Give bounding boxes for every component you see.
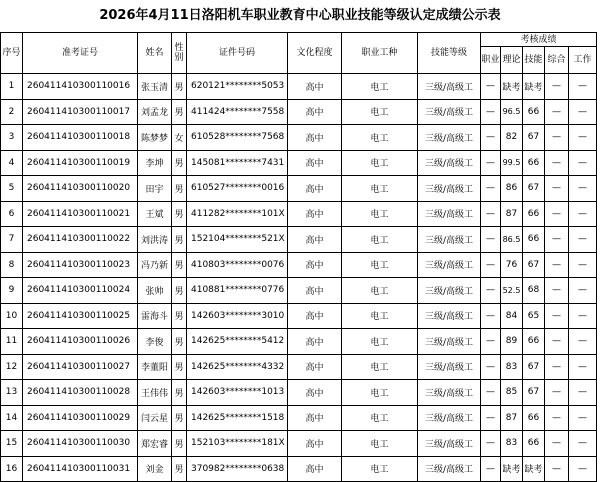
cell-s3: 缺考 (523, 74, 545, 100)
header-score-col: 综合 (545, 47, 569, 74)
cell-seq: 5 (1, 176, 23, 202)
cell-name: 刘金 (138, 456, 172, 482)
cell-job: 电工 (342, 278, 418, 304)
cell-id-no: 410803********0076 (187, 252, 288, 278)
header-row-1 (1, 33, 597, 47)
cell-s5: — (569, 176, 597, 202)
cell-s1: — (481, 380, 501, 406)
cell-s5: — (569, 278, 597, 304)
cell-s3: 66 (523, 150, 545, 176)
cell-s3: 67 (523, 252, 545, 278)
cell-name: 田宇 (138, 176, 172, 202)
cell-exam-no: 260411410300110020 (23, 176, 138, 202)
cell-s4: — (545, 201, 569, 227)
header-score-col: 理论 (501, 47, 523, 74)
cell-gender: 男 (172, 201, 187, 227)
cell-s5: — (569, 227, 597, 253)
cell-name: 李董阳 (138, 354, 172, 380)
cell-id-no: 152103********181X (187, 431, 288, 457)
cell-s5: — (569, 74, 597, 100)
cell-gender: 男 (172, 380, 187, 406)
cell-gender: 男 (172, 431, 187, 457)
cell-gender: 男 (172, 329, 187, 355)
cell-s2: 83 (501, 431, 523, 457)
table-row (1, 252, 597, 278)
cell-s4: — (545, 227, 569, 253)
cell-job: 电工 (342, 456, 418, 482)
cell-gender: 男 (172, 99, 187, 125)
cell-level: 三级/高级工 (418, 150, 481, 176)
cell-s4: — (545, 405, 569, 431)
cell-name: 雷海斗 (138, 303, 172, 329)
cell-seq: 13 (1, 380, 23, 406)
cell-job: 电工 (342, 125, 418, 151)
cell-level: 三级/高级工 (418, 278, 481, 304)
cell-name: 闫云星 (138, 405, 172, 431)
table-row (1, 431, 597, 457)
cell-level: 三级/高级工 (418, 405, 481, 431)
cell-id-no: 410881********0776 (187, 278, 288, 304)
cell-s2: 52.5 (501, 278, 523, 304)
cell-name: 郑宏睿 (138, 431, 172, 457)
cell-s5: — (569, 456, 597, 482)
cell-s4: — (545, 380, 569, 406)
cell-level: 三级/高级工 (418, 431, 481, 457)
cell-education: 高中 (288, 278, 342, 304)
cell-s1: — (481, 125, 501, 151)
table-row (1, 405, 597, 431)
cell-gender: 男 (172, 405, 187, 431)
table-row (1, 380, 597, 406)
header-education: 文化程度 (288, 33, 342, 74)
cell-s1: — (481, 252, 501, 278)
cell-job: 电工 (342, 150, 418, 176)
table-row (1, 456, 597, 482)
cell-gender: 男 (172, 176, 187, 202)
table-row (1, 74, 597, 100)
cell-name: 王斌 (138, 201, 172, 227)
cell-s4: — (545, 354, 569, 380)
cell-seq: 12 (1, 354, 23, 380)
cell-education: 高中 (288, 150, 342, 176)
cell-id-no: 152104********521X (187, 227, 288, 253)
table-row (1, 354, 597, 380)
cell-name: 李俊 (138, 329, 172, 355)
cell-seq: 1 (1, 74, 23, 100)
cell-s1: — (481, 303, 501, 329)
cell-s3: 66 (523, 431, 545, 457)
cell-s4: — (545, 456, 569, 482)
cell-s2: 86.5 (501, 227, 523, 253)
cell-gender: 男 (172, 74, 187, 100)
cell-level: 三级/高级工 (418, 125, 481, 151)
cell-name: 陈梦梦 (138, 125, 172, 151)
cell-s1: — (481, 354, 501, 380)
cell-exam-no: 260411410300110031 (23, 456, 138, 482)
cell-level: 三级/高级工 (418, 176, 481, 202)
cell-level: 三级/高级工 (418, 201, 481, 227)
cell-level: 三级/高级工 (418, 354, 481, 380)
cell-level: 三级/高级工 (418, 456, 481, 482)
cell-job: 电工 (342, 380, 418, 406)
cell-gender: 男 (172, 150, 187, 176)
cell-exam-no: 260411410300110018 (23, 125, 138, 151)
cell-job: 电工 (342, 354, 418, 380)
cell-education: 高中 (288, 380, 342, 406)
header-level: 技能等级 (418, 33, 481, 74)
header-scores: 考核成绩 (481, 33, 597, 47)
header-score-col: 工作 (569, 47, 597, 74)
cell-name: 张玉清 (138, 74, 172, 100)
cell-exam-no: 260411410300110023 (23, 252, 138, 278)
page-title: 2026年4月11日洛阳机车职业教育中心职业技能等级认定成绩公示表 (99, 8, 501, 23)
cell-s4: — (545, 431, 569, 457)
cell-s1: — (481, 150, 501, 176)
cell-exam-no: 260411410300110027 (23, 354, 138, 380)
cell-job: 电工 (342, 99, 418, 125)
cell-s2: 86 (501, 176, 523, 202)
cell-exam-no: 260411410300110030 (23, 431, 138, 457)
table-row (1, 329, 597, 355)
cell-s2: 缺考 (501, 456, 523, 482)
cell-education: 高中 (288, 405, 342, 431)
cell-s3: 65 (523, 303, 545, 329)
cell-name: 李坤 (138, 150, 172, 176)
cell-seq: 8 (1, 252, 23, 278)
cell-exam-no: 260411410300110026 (23, 329, 138, 355)
cell-s5: — (569, 431, 597, 457)
header-score-col: 职业 (481, 47, 501, 74)
cell-seq: 9 (1, 278, 23, 304)
cell-id-no: 370982********0638 (187, 456, 288, 482)
cell-s3: 66 (523, 329, 545, 355)
score-table (0, 32, 597, 482)
cell-s1: — (481, 456, 501, 482)
cell-level: 三级/高级工 (418, 227, 481, 253)
cell-s1: — (481, 99, 501, 125)
cell-s5: — (569, 380, 597, 406)
cell-s4: — (545, 150, 569, 176)
cell-education: 高中 (288, 431, 342, 457)
cell-job: 电工 (342, 252, 418, 278)
cell-s2: 89 (501, 329, 523, 355)
cell-s3: 缺考 (523, 456, 545, 482)
cell-id-no: 142625********4332 (187, 354, 288, 380)
table-row (1, 125, 597, 151)
cell-exam-no: 260411410300110029 (23, 405, 138, 431)
table-row (1, 176, 597, 202)
cell-education: 高中 (288, 125, 342, 151)
cell-s5: — (569, 354, 597, 380)
cell-s3: 66 (523, 99, 545, 125)
cell-seq: 10 (1, 303, 23, 329)
header-score-col: 技能 (523, 47, 545, 74)
cell-level: 三级/高级工 (418, 99, 481, 125)
header-name: 姓名 (138, 33, 172, 74)
cell-job: 电工 (342, 74, 418, 100)
cell-level: 三级/高级工 (418, 303, 481, 329)
cell-s5: — (569, 405, 597, 431)
cell-id-no: 142603********3010 (187, 303, 288, 329)
cell-job: 电工 (342, 303, 418, 329)
cell-s2: 缺考 (501, 74, 523, 100)
cell-name: 刘孟龙 (138, 99, 172, 125)
cell-id-no: 610528********7568 (187, 125, 288, 151)
cell-s5: — (569, 125, 597, 151)
cell-id-no: 411424********7558 (187, 99, 288, 125)
cell-education: 高中 (288, 456, 342, 482)
cell-seq: 15 (1, 431, 23, 457)
header-job: 职业工种 (342, 33, 418, 74)
cell-name: 张帅 (138, 278, 172, 304)
cell-exam-no: 260411410300110017 (23, 99, 138, 125)
cell-s4: — (545, 176, 569, 202)
cell-s3: 66 (523, 227, 545, 253)
cell-job: 电工 (342, 329, 418, 355)
header-id-no: 证件号码 (187, 33, 288, 74)
cell-gender: 女 (172, 125, 187, 151)
cell-level: 三级/高级工 (418, 380, 481, 406)
header-seq: 序号 (1, 33, 23, 74)
cell-s4: — (545, 303, 569, 329)
cell-s3: 67 (523, 176, 545, 202)
cell-id-no: 142603********1013 (187, 380, 288, 406)
cell-exam-no: 260411410300110022 (23, 227, 138, 253)
cell-seq: 3 (1, 125, 23, 151)
cell-s3: 67 (523, 354, 545, 380)
cell-education: 高中 (288, 329, 342, 355)
cell-exam-no: 260411410300110028 (23, 380, 138, 406)
cell-id-no: 142625********5412 (187, 329, 288, 355)
cell-s5: — (569, 201, 597, 227)
cell-gender: 男 (172, 456, 187, 482)
cell-exam-no: 260411410300110019 (23, 150, 138, 176)
cell-seq: 6 (1, 201, 23, 227)
cell-s1: — (481, 329, 501, 355)
header-gender: 性别 (172, 33, 187, 74)
cell-seq: 2 (1, 99, 23, 125)
cell-education: 高中 (288, 303, 342, 329)
cell-education: 高中 (288, 201, 342, 227)
cell-exam-no: 260411410300110016 (23, 74, 138, 100)
cell-s1: — (481, 74, 501, 100)
cell-gender: 男 (172, 227, 187, 253)
cell-s1: — (481, 201, 501, 227)
cell-s3: 66 (523, 201, 545, 227)
cell-s1: — (481, 176, 501, 202)
cell-s2: 96.5 (501, 99, 523, 125)
cell-s4: — (545, 99, 569, 125)
cell-id-no: 145081********7431 (187, 150, 288, 176)
cell-s3: 66 (523, 405, 545, 431)
cell-level: 三级/高级工 (418, 252, 481, 278)
cell-s5: — (569, 329, 597, 355)
cell-education: 高中 (288, 354, 342, 380)
cell-job: 电工 (342, 176, 418, 202)
cell-s1: — (481, 431, 501, 457)
cell-job: 电工 (342, 201, 418, 227)
cell-level: 三级/高级工 (418, 74, 481, 100)
cell-education: 高中 (288, 227, 342, 253)
cell-gender: 男 (172, 354, 187, 380)
cell-s1: — (481, 405, 501, 431)
cell-s3: 67 (523, 125, 545, 151)
cell-exam-no: 260411410300110024 (23, 278, 138, 304)
cell-s5: — (569, 252, 597, 278)
table-row (1, 278, 597, 304)
cell-job: 电工 (342, 405, 418, 431)
cell-gender: 男 (172, 252, 187, 278)
cell-s5: — (569, 303, 597, 329)
cell-id-no: 142625********1518 (187, 405, 288, 431)
cell-s3: 68 (523, 278, 545, 304)
cell-education: 高中 (288, 176, 342, 202)
cell-gender: 男 (172, 303, 187, 329)
cell-s4: — (545, 329, 569, 355)
cell-seq: 7 (1, 227, 23, 253)
cell-s4: — (545, 252, 569, 278)
cell-job: 电工 (342, 227, 418, 253)
cell-s5: — (569, 150, 597, 176)
cell-id-no: 411282********101X (187, 201, 288, 227)
header-exam-no: 准考证号 (23, 33, 138, 74)
cell-s3: 67 (523, 380, 545, 406)
cell-job: 电工 (342, 431, 418, 457)
cell-seq: 11 (1, 329, 23, 355)
cell-seq: 4 (1, 150, 23, 176)
cell-s1: — (481, 227, 501, 253)
cell-s4: — (545, 125, 569, 151)
cell-name: 冯乃新 (138, 252, 172, 278)
cell-gender: 男 (172, 278, 187, 304)
table-row (1, 227, 597, 253)
cell-s2: 76 (501, 252, 523, 278)
cell-s5: — (569, 99, 597, 125)
table-row (1, 99, 597, 125)
cell-seq: 14 (1, 405, 23, 431)
cell-s2: 84 (501, 303, 523, 329)
cell-education: 高中 (288, 99, 342, 125)
cell-exam-no: 260411410300110021 (23, 201, 138, 227)
cell-s2: 87 (501, 405, 523, 431)
cell-s2: 83 (501, 354, 523, 380)
table-row (1, 201, 597, 227)
cell-name: 王伟伟 (138, 380, 172, 406)
cell-s2: 85 (501, 380, 523, 406)
cell-education: 高中 (288, 252, 342, 278)
table-row (1, 150, 597, 176)
cell-name: 刘洪涛 (138, 227, 172, 253)
table-row (1, 303, 597, 329)
cell-s1: — (481, 278, 501, 304)
cell-s2: 87 (501, 201, 523, 227)
cell-id-no: 620121********5053 (187, 74, 288, 100)
cell-level: 三级/高级工 (418, 329, 481, 355)
cell-education: 高中 (288, 74, 342, 100)
cell-id-no: 610527********0016 (187, 176, 288, 202)
cell-s4: — (545, 278, 569, 304)
cell-seq: 16 (1, 456, 23, 482)
cell-s2: 99.5 (501, 150, 523, 176)
cell-s4: — (545, 74, 569, 100)
cell-exam-no: 260411410300110025 (23, 303, 138, 329)
cell-s2: 82 (501, 125, 523, 151)
